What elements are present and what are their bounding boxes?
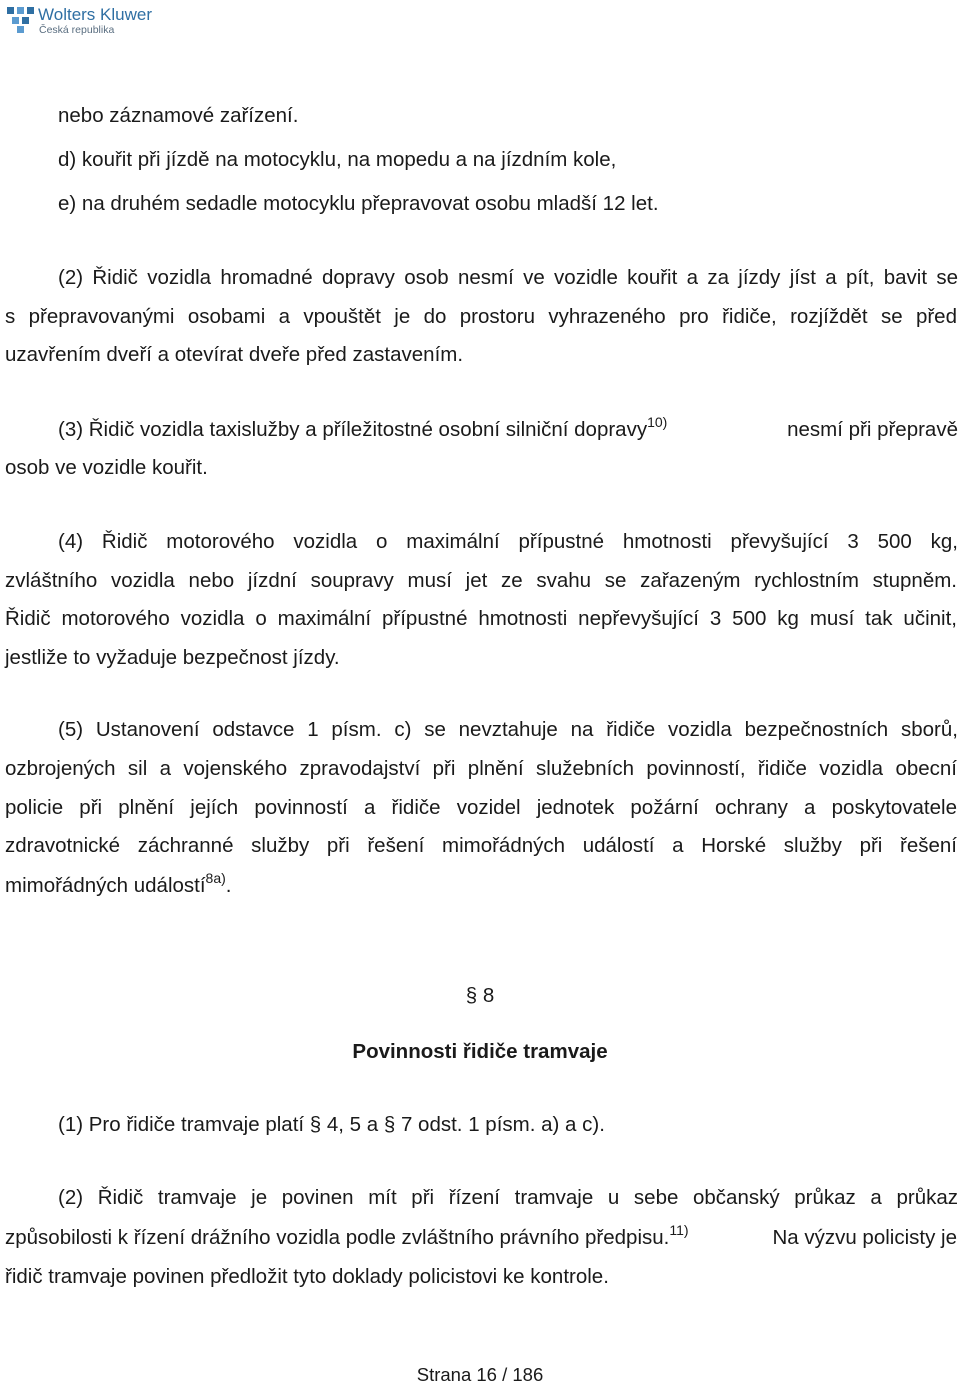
publisher-logo	[6, 4, 152, 38]
paragraph-3-line	[58, 414, 958, 442]
paragraph-5-period: .	[225, 874, 232, 897]
paragraph-3-pre: (3) Řidič vozidla taxislužby a příležitostné osobní silniční dopravy	[58, 418, 648, 441]
paragraph-5-line: policie při plnění jejích povinností a řidiče vozidel jednotek požární ochrany a poskytovatele	[5, 796, 957, 819]
paragraph-4-line: (4) Řidič motorového vozidla o maximální přípustné hmotnosti převyšující 3 500 kg,	[58, 530, 958, 553]
paragraph-2-line: s přepravovanými osobami a vpouštět je do prostoru vyhrazeného pro řidiče, rozjíždět se před	[5, 305, 957, 328]
footnote-ref-11: 11)	[669, 1222, 689, 1238]
paragraph-4-line: Řidič motorového vozidla o maximální přípustné hmotnosti nepřevyšující 3 500 kg musí tak učinit,	[5, 607, 957, 630]
footnote-ref-8a: 8a)	[205, 870, 226, 886]
section-para-2-line: řidič tramvaje povinen předložit tyto doklady policistovi ke kontrole.	[5, 1265, 609, 1288]
brand-name: Wolters Kluwer	[38, 5, 152, 24]
paragraph-5-line: (5) Ustanovení odstavce 1 písm. c) se nevztahuje na řidiče vozidla bezpečnostních sborů,	[58, 718, 958, 741]
wolters-kluwer-logo-icon	[6, 6, 36, 34]
paragraph-3-end: nesmí při přepravě	[787, 418, 958, 441]
section-para-1: (1) Pro řidiče tramvaje platí § 4, 5 a § 7 odst. 1 písm. a) a c).	[58, 1113, 605, 1136]
section-para-2-text	[5, 1222, 689, 1250]
paragraph-4-line: zvláštního vozidla nebo jízdní soupravy musí jet ze svahu se zařazeným rychlostním stupněm.	[5, 569, 957, 592]
section-title: Povinnosti řidiče tramvaje	[352, 1040, 608, 1063]
paragraph-2-line: uzavřením dveří a otevírat dveře před zastavením.	[5, 343, 464, 366]
page-number: Strana 16 / 186	[416, 1364, 544, 1385]
footnote-ref-10: 10)	[647, 414, 668, 430]
section-para-2-line	[5, 1222, 957, 1250]
text-line: nebo záznamové zařízení.	[58, 104, 299, 127]
text-line: e) na druhém sedadle motocyklu přepravovat osobu mladší 12 let.	[58, 192, 659, 215]
section-para-2-line: (2) Řidič tramvaje je povinen mít při řízení tramvaje u sebe občanský průkaz a průkaz	[58, 1186, 958, 1209]
paragraph-5-line: zdravotnické záchranné služby při řešení mimořádných událostí a Horské služby při řešení	[5, 834, 957, 857]
paragraph-2-line: (2) Řidič vozidla hromadné dopravy osob nesmí ve vozidle kouřit a za jízdy jíst a pít, bavit se	[58, 266, 958, 289]
section-para-2-end: Na výzvu policisty je	[772, 1226, 957, 1249]
paragraph-5-line: ozbrojených sil a vojenského zpravodajství při plnění služebních povinností, řidiče vozidla obecní	[5, 757, 957, 780]
section-para-2-pre: způsobilosti k řízení drážního vozidla podle zvláštního právního předpisu.	[5, 1226, 670, 1249]
paragraph-4-line: jestliže to vyžaduje bezpečnost jízdy.	[5, 646, 340, 669]
section-number: § 8	[465, 984, 495, 1007]
paragraph-3-text	[58, 414, 668, 442]
text-line: d) kouřit při jízdě na motocyklu, na mopedu a na jízdním kole,	[58, 148, 617, 171]
paragraph-3-line: osob ve vozidle kouřit.	[5, 456, 208, 479]
paragraph-5-line	[5, 870, 232, 898]
paragraph-5-end-text: mimořádných událostí	[5, 874, 206, 897]
brand-subtitle: Česká republika	[39, 24, 115, 36]
